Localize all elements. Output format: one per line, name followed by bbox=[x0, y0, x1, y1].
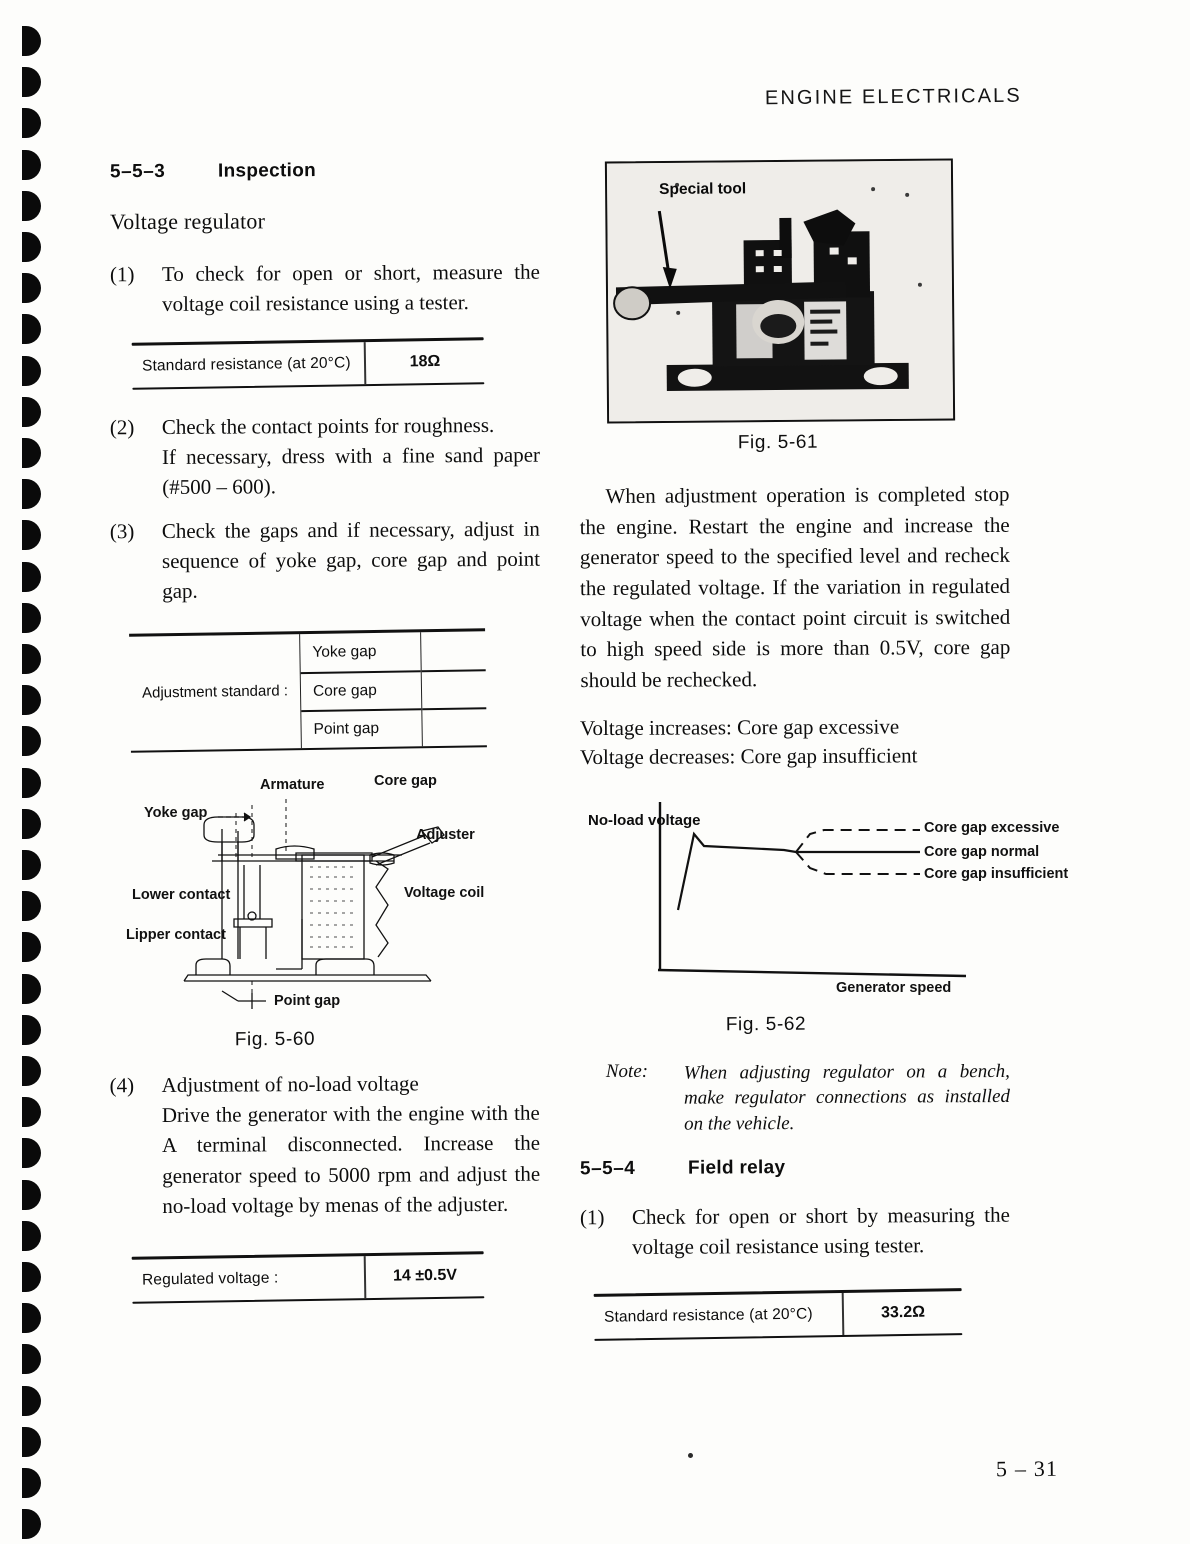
binding-hole bbox=[22, 1427, 41, 1457]
chart-y-axis-label bbox=[588, 812, 701, 830]
table-value-cell bbox=[421, 631, 486, 670]
table-row bbox=[594, 1291, 963, 1339]
diagram-label-armature: Armature bbox=[260, 776, 325, 793]
photo-annotation-special-tool: Special tool bbox=[659, 180, 747, 199]
table-row-label: Standard resistance (at 20°C) bbox=[141, 354, 351, 375]
spiral-binding bbox=[0, 0, 60, 1544]
body-paragraph: When adjustment operation is completed stop the engine. Restart the engine and increase the generator speed to the specified level and recheck the regulated voltage. If the variation in regulated voltage when the contact point circuit is switched to high speed side is more than 0.5V, core gap should be rechecked. bbox=[579, 481, 1011, 693]
chart-series-label-insufficient: Core gap insufficient bbox=[924, 866, 1069, 883]
table-value-cell bbox=[422, 669, 487, 708]
page-number: 5 – 31 bbox=[995, 1455, 1059, 1482]
list-item bbox=[110, 257, 540, 320]
binding-hole bbox=[22, 603, 41, 633]
binding-hole bbox=[22, 1509, 41, 1539]
table-row-label: Regulated voltage : bbox=[141, 1268, 279, 1288]
table-row bbox=[132, 1253, 485, 1301]
section-heading-5-5-3 bbox=[110, 159, 540, 184]
table-row-label: Adjustment standard : bbox=[141, 682, 289, 703]
regulated-voltage-table bbox=[132, 1251, 485, 1303]
note-tag: Note: bbox=[605, 1061, 649, 1083]
figure-5-61-caption: Fig. 5-61 bbox=[737, 431, 819, 454]
voltage-relation-lines bbox=[580, 713, 1010, 773]
note-block bbox=[606, 1059, 1010, 1137]
figure-5-61-photo bbox=[605, 158, 955, 423]
binding-hole bbox=[22, 26, 41, 56]
diagram-label-lower-contact: Lower contact bbox=[132, 886, 231, 903]
binding-hole bbox=[22, 1344, 41, 1374]
right-column bbox=[579, 160, 1069, 1362]
figure-5-60-caption: Fig. 5-60 bbox=[234, 1028, 316, 1050]
binding-hole bbox=[22, 150, 41, 180]
section-number: 5–5–3 bbox=[109, 160, 166, 183]
table-value-column bbox=[420, 631, 487, 746]
item-text: To check for open or short, measure the voltage coil resistance using a tester. bbox=[161, 259, 540, 317]
binding-hole bbox=[22, 397, 41, 427]
table-name-column bbox=[300, 632, 422, 748]
binding-hole bbox=[22, 768, 41, 798]
binding-hole bbox=[22, 273, 41, 303]
adjustment-standard-table bbox=[129, 629, 487, 754]
diagram-label-core-gap: Core gap bbox=[374, 772, 437, 789]
binding-hole bbox=[22, 1303, 41, 1333]
section-number: 5–5–4 bbox=[579, 1157, 636, 1179]
table-row-value: 18Ω bbox=[409, 352, 441, 371]
regulator-photo-illustration bbox=[607, 161, 953, 422]
diagram-label-adjuster: Adjuster bbox=[416, 826, 475, 843]
binding-hole bbox=[22, 520, 41, 550]
item-number: (4) bbox=[109, 1072, 135, 1097]
item-text: Check the gaps and if necessary, adjust in sequence of yoke gap, core gap and point gap. bbox=[161, 516, 541, 604]
table-row: Core gap bbox=[301, 670, 422, 710]
table-row-value: 33.2Ω bbox=[880, 1303, 926, 1321]
table-value-cell bbox=[422, 707, 487, 746]
note-text: When adjusting regulator on a bench, make regulator connections as installed on the vehicle. bbox=[683, 1061, 1011, 1135]
binding-hole bbox=[22, 1262, 41, 1292]
binding-hole bbox=[22, 1221, 41, 1251]
section-label: Field relay bbox=[687, 1156, 786, 1179]
table-row: Point gap bbox=[301, 708, 422, 748]
page-header-title: ENGINE ELECTRICALS bbox=[765, 84, 1023, 110]
binding-hole bbox=[22, 1180, 41, 1210]
binding-hole bbox=[22, 974, 41, 1004]
list-item bbox=[110, 410, 541, 503]
list-item bbox=[110, 1067, 541, 1221]
item-number: (3) bbox=[109, 518, 135, 543]
binding-hole bbox=[22, 232, 41, 262]
subsection-title: Voltage regulator bbox=[109, 208, 266, 235]
item-text: Check the contact points for roughness. bbox=[161, 412, 495, 439]
voltage-decrease-line: Voltage decreases: Core gap insufficient bbox=[579, 743, 918, 770]
table-row-value: 14 ±0.5V bbox=[392, 1265, 458, 1284]
list-item bbox=[580, 1199, 1010, 1262]
item-number: (2) bbox=[109, 415, 135, 440]
list-item bbox=[110, 513, 541, 606]
table-row bbox=[132, 340, 485, 388]
item-text-group bbox=[162, 410, 541, 503]
standard-resistance-table bbox=[132, 338, 485, 390]
table-cells bbox=[299, 631, 487, 748]
item-number: (1) bbox=[579, 1204, 605, 1229]
binding-hole bbox=[22, 356, 41, 386]
section-label: Inspection bbox=[217, 160, 317, 182]
chart-y-axis-label-text: No-load voltage bbox=[588, 812, 701, 830]
binding-hole bbox=[22, 850, 41, 880]
binding-hole bbox=[22, 1386, 41, 1416]
diagram-label-lipper-contact: Lipper contact bbox=[126, 926, 226, 943]
binding-hole bbox=[22, 1056, 41, 1086]
item-text-continued: If necessary, dress with a fine sand paper (#500 – 600). bbox=[161, 442, 541, 500]
binding-hole bbox=[22, 809, 41, 839]
item-text: Adjustment of no-load voltage bbox=[161, 1070, 419, 1097]
binding-hole bbox=[22, 1138, 41, 1168]
table-row: Yoke gap bbox=[312, 642, 377, 661]
binding-hole bbox=[22, 108, 41, 138]
binding-hole bbox=[22, 644, 41, 674]
voltage-increase-line: Voltage increases: Core gap excessive bbox=[579, 714, 900, 740]
binding-hole bbox=[22, 314, 41, 344]
diagram-label-point-gap: Point gap bbox=[274, 992, 341, 1009]
binding-hole bbox=[22, 562, 41, 592]
section-heading-5-5-4 bbox=[580, 1155, 1010, 1180]
table-body bbox=[129, 631, 487, 751]
item-text: Check for open or short by measuring the voltage coil resistance using tester. bbox=[631, 1202, 1010, 1259]
item-text-group bbox=[162, 1067, 541, 1220]
scan-artifact-speck bbox=[688, 1453, 693, 1458]
left-column bbox=[110, 160, 540, 1324]
binding-hole bbox=[22, 1468, 41, 1498]
chart-series-label-normal: Core gap normal bbox=[924, 844, 1040, 861]
table-row-label: Standard resistance (at 20°C) bbox=[603, 1305, 813, 1326]
figure-5-62-caption: Fig. 5-62 bbox=[725, 1013, 807, 1036]
chart-series-label-excessive: Core gap excessive bbox=[924, 820, 1060, 837]
item-number: (1) bbox=[109, 262, 135, 287]
binding-hole bbox=[22, 1015, 41, 1045]
binding-hole bbox=[22, 1097, 41, 1127]
binding-hole bbox=[22, 685, 41, 715]
chart-x-axis-label: Generator speed bbox=[836, 980, 952, 997]
binding-hole bbox=[22, 726, 41, 756]
binding-hole bbox=[22, 479, 41, 509]
item-text-continued: Drive the generator with the engine with the A terminal disconnected. Increase the generator speed to 5000 rpm and adjust the no-load voltage by menas of the adjuster. bbox=[161, 1100, 541, 1218]
binding-hole bbox=[22, 191, 41, 221]
field-relay-resistance-table bbox=[594, 1288, 963, 1340]
diagram-label-yoke-gap: Yoke gap bbox=[144, 804, 208, 821]
binding-hole bbox=[22, 438, 41, 468]
binding-hole bbox=[22, 67, 41, 97]
binding-hole bbox=[22, 932, 41, 962]
diagram-label-voltage-coil: Voltage coil bbox=[404, 884, 485, 901]
figure-5-60-diagram bbox=[126, 769, 506, 1019]
figure-5-62-chart bbox=[588, 794, 1069, 1004]
binding-hole bbox=[22, 891, 41, 921]
